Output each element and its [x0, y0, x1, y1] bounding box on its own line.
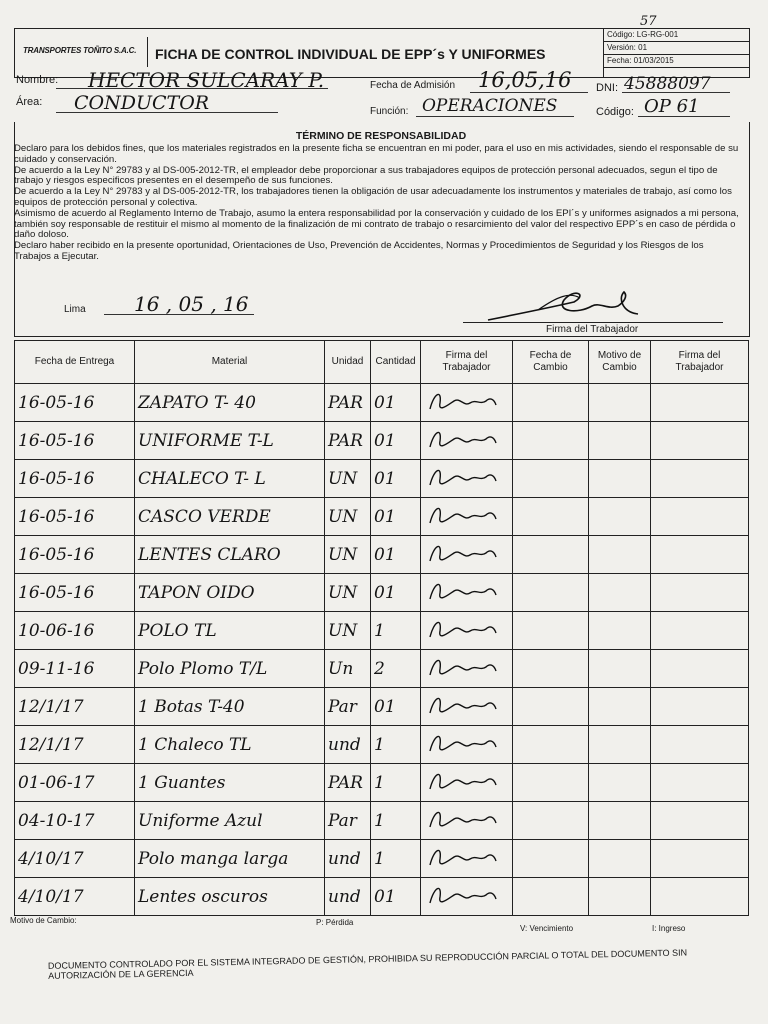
cell-fecha-cambio	[513, 650, 589, 688]
table-row	[15, 612, 749, 650]
dni-value: 45888097	[624, 74, 711, 94]
cell-motivo-cambio	[589, 764, 651, 802]
footer-disclaimer: DOCUMENTO CONTROLADO POR EL SISTEMA INTEGRADO DE GESTIÓN, PROHIBIDA SU REPRODUCCIÓN PARCIAL O TOTAL DEL DOCUMENTO SIN AUTORIZACIÓN DE LA GERENCIA	[47, 947, 688, 981]
row-signature-mark	[424, 613, 504, 643]
cell-material: POLO TL	[135, 612, 325, 650]
form-sheet	[8, 14, 744, 1014]
cell-unidad: Un	[325, 650, 371, 688]
cell-firma	[421, 878, 513, 916]
cell-fecha-cambio	[513, 498, 589, 536]
cell-material: 1 Guantes	[135, 764, 325, 802]
table-row	[15, 878, 749, 916]
paragraph-1: Declaro para los debidos fines, que los materiales registrados en la presente ficha se encuentran en mi poder, para el uso en mis actividades, siendo el responsable de su cuidado y conservación.	[14, 143, 739, 165]
cell-material: CHALECO T- L	[135, 460, 325, 498]
cell-fecha-cambio	[513, 878, 589, 916]
cell-firma-2	[651, 422, 749, 460]
cell-firma	[421, 650, 513, 688]
page-number: 57	[640, 14, 657, 29]
cell-motivo-cambio	[589, 650, 651, 688]
row-signature-mark	[424, 537, 504, 567]
dni-label: DNI:	[596, 82, 618, 94]
cell-firma	[421, 422, 513, 460]
admision-value: 16,05,16	[478, 68, 572, 92]
cell-motivo-cambio	[589, 878, 651, 916]
col-fecha-cambio: Fecha de Cambio	[513, 341, 589, 384]
cell-cantidad: 01	[371, 460, 421, 498]
cell-fecha-entrega: 4/10/17	[15, 878, 135, 916]
legend-vencimiento: V: Vencimiento	[520, 924, 574, 933]
cell-fecha-entrega: 09-11-16	[15, 650, 135, 688]
col-material: Material	[135, 341, 325, 384]
cell-fecha-entrega: 01-06-17	[15, 764, 135, 802]
cell-cantidad: 1	[371, 840, 421, 878]
funcion-label: Función:	[370, 106, 409, 117]
cell-firma	[421, 536, 513, 574]
cell-firma	[421, 840, 513, 878]
cell-firma	[421, 726, 513, 764]
cell-motivo-cambio	[589, 574, 651, 612]
cell-unidad: Par	[325, 688, 371, 726]
epp-delivery-table	[14, 340, 749, 916]
admision-line	[470, 92, 588, 93]
table-header-row	[15, 341, 749, 384]
row-signature-mark	[424, 385, 504, 415]
table-row	[15, 764, 749, 802]
cell-unidad: und	[325, 726, 371, 764]
cell-firma-2	[651, 612, 749, 650]
cell-fecha-entrega: 4/10/17	[15, 840, 135, 878]
row-signature-mark	[424, 499, 504, 529]
cell-firma	[421, 574, 513, 612]
cell-fecha-cambio	[513, 688, 589, 726]
cell-firma	[421, 688, 513, 726]
cell-fecha-cambio	[513, 422, 589, 460]
responsabilidad-title: TÉRMINO DE RESPONSABILIDAD	[295, 130, 467, 142]
cell-unidad: und	[325, 840, 371, 878]
cell-fecha-entrega: 16-05-16	[15, 536, 135, 574]
legend-ingreso: I: Ingreso	[652, 924, 686, 933]
cell-fecha-cambio	[513, 574, 589, 612]
nombre-label: Nombre:	[16, 74, 59, 86]
cell-cantidad: 01	[371, 574, 421, 612]
cell-cantidad: 01	[371, 422, 421, 460]
cell-fecha-entrega: 12/1/17	[15, 726, 135, 764]
cell-fecha-cambio	[513, 612, 589, 650]
cell-fecha-entrega: 10-06-16	[15, 612, 135, 650]
cell-firma	[421, 384, 513, 422]
cell-firma	[421, 460, 513, 498]
cell-fecha-cambio	[513, 384, 589, 422]
cell-firma-2	[651, 802, 749, 840]
cell-unidad: UN	[325, 536, 371, 574]
cell-fecha-entrega: 12/1/17	[15, 688, 135, 726]
row-signature-mark	[424, 879, 504, 909]
table-row	[15, 384, 749, 422]
cell-firma-2	[651, 764, 749, 802]
cell-cantidad: 1	[371, 764, 421, 802]
codigo-label: Código:	[596, 106, 634, 118]
row-signature-mark	[424, 689, 504, 719]
cell-unidad: UN	[325, 574, 371, 612]
motivo-cambio-label: Motivo de Cambio:	[10, 916, 77, 925]
lima-date: 16 , 05 , 16	[134, 292, 249, 316]
funcion-line	[416, 116, 574, 117]
col-firma-trabajador: Firma del Trabajador	[421, 341, 513, 384]
col-unidad: Unidad	[325, 341, 371, 384]
cell-firma	[421, 764, 513, 802]
row-signature-mark	[424, 727, 504, 757]
cell-cantidad: 1	[371, 726, 421, 764]
cell-motivo-cambio	[589, 612, 651, 650]
cell-motivo-cambio	[589, 726, 651, 764]
signature-line	[463, 322, 723, 323]
cell-cantidad: 1	[371, 612, 421, 650]
paragraph-4: Asimismo de acuerdo al Reglamento Interno de Trabajo, asumo la entera responsabilidad por la conservación y cuidado de los EPI´s y uniformes asignados a mi persona, también soy responsable de restituir el mismo al momento de la finalización de mi contrato de trabajo o resarcimiento del valor del respectivo EPP´s en caso de pérdida o daño doloso.	[14, 207, 739, 241]
cell-motivo-cambio	[589, 460, 651, 498]
funcion-value: OPERACIONES	[422, 96, 558, 116]
cell-firma-2	[651, 726, 749, 764]
paragraph-3: De acuerdo a la Ley N° 29783 y al DS-005-2012-TR, los trabajadores tienen la obligación de usar adecuadamente los instrumentos y materiales de trabajo, así como los equipos de protección personal y colectiva.	[14, 186, 732, 208]
admision-label: Fecha de Admisión	[370, 80, 456, 91]
cell-firma-2	[651, 840, 749, 878]
cell-fecha-cambio	[513, 726, 589, 764]
cell-fecha-entrega: 16-05-16	[15, 498, 135, 536]
cell-fecha-entrega: 16-05-16	[15, 574, 135, 612]
row-signature-mark	[424, 803, 504, 833]
paragraph-2: De acuerdo a la Ley N° 29783 y al DS-005-2012-TR, el empleador debe proporcionar a sus trabajadores equipos de protección personal adecuados, segun el tipo de trabajo y riesgos especificos presentes en el desempeño de sus funciones.	[14, 164, 718, 187]
cell-material: Polo manga larga	[135, 840, 325, 878]
legend-perdida: P: Pérdida	[316, 918, 354, 927]
cell-fecha-entrega: 16-05-16	[15, 384, 135, 422]
col-motivo-cambio: Motivo de Cambio	[589, 341, 651, 384]
cell-material: Polo Plomo T/L	[135, 650, 325, 688]
row-signature-mark	[424, 575, 504, 605]
cell-fecha-entrega: 16-05-16	[15, 422, 135, 460]
cell-fecha-cambio	[513, 764, 589, 802]
cell-fecha-cambio	[513, 802, 589, 840]
cell-material: UNIFORME T-L	[135, 422, 325, 460]
cell-fecha-cambio	[513, 840, 589, 878]
table-row	[15, 726, 749, 764]
paragraph-5: Declaro haber recibido en la presente oportunidad, Orientaciones de Uso, Prevención de Accidentes, Normas y Procedimientos de Seguridad y los Riesgos de los Trabajos a Ejecutar.	[14, 240, 704, 262]
cell-cantidad: 01	[371, 498, 421, 536]
lima-label: Lima	[64, 304, 86, 315]
cell-cantidad: 01	[371, 878, 421, 916]
meta-version: Versión: 01	[604, 42, 750, 55]
cell-motivo-cambio	[589, 422, 651, 460]
cell-unidad: PAR	[325, 384, 371, 422]
cell-cantidad: 01	[371, 384, 421, 422]
area-label: Área:	[16, 96, 43, 108]
table-row	[15, 802, 749, 840]
nombre-value: HECTOR SULCARAY P.	[88, 68, 325, 92]
row-signature-mark	[424, 651, 504, 681]
cell-cantidad: 01	[371, 536, 421, 574]
cell-unidad: PAR	[325, 422, 371, 460]
meta-fecha: Fecha: 01/03/2015	[604, 55, 750, 68]
document-meta	[603, 29, 750, 77]
table-row	[15, 422, 749, 460]
cell-material: LENTES CLARO	[135, 536, 325, 574]
table-row	[15, 536, 749, 574]
cell-firma-2	[651, 460, 749, 498]
cell-cantidad: 2	[371, 650, 421, 688]
table-row	[15, 650, 749, 688]
cell-motivo-cambio	[589, 536, 651, 574]
cell-unidad: UN	[325, 498, 371, 536]
cell-motivo-cambio	[589, 498, 651, 536]
responsabilidad-text	[14, 144, 740, 263]
cell-material: CASCO VERDE	[135, 498, 325, 536]
cell-firma	[421, 612, 513, 650]
cell-material: Uniforme Azul	[135, 802, 325, 840]
cell-unidad: Par	[325, 802, 371, 840]
table-row	[15, 574, 749, 612]
cell-cantidad: 1	[371, 802, 421, 840]
meta-codigo: Código: LG-RG-001	[604, 29, 750, 42]
cell-material: Lentes oscuros	[135, 878, 325, 916]
cell-material: TAPON OIDO	[135, 574, 325, 612]
cell-material: 1 Botas T-40	[135, 688, 325, 726]
cell-fecha-entrega: 04-10-17	[15, 802, 135, 840]
cell-firma-2	[651, 688, 749, 726]
col-firma-trabajador-2: Firma del Trabajador	[651, 341, 749, 384]
cell-firma-2	[651, 498, 749, 536]
row-signature-mark	[424, 461, 504, 491]
cell-firma	[421, 802, 513, 840]
cell-firma-2	[651, 878, 749, 916]
cell-motivo-cambio	[589, 384, 651, 422]
cell-material: 1 Chaleco TL	[135, 726, 325, 764]
cell-unidad: PAR	[325, 764, 371, 802]
cell-unidad: UN	[325, 460, 371, 498]
cell-firma-2	[651, 384, 749, 422]
cell-fecha-entrega: 16-05-16	[15, 460, 135, 498]
firma-trabajador-label: Firma del Trabajador	[546, 324, 639, 335]
row-signature-mark	[424, 423, 504, 453]
cell-firma	[421, 498, 513, 536]
col-fecha-entrega: Fecha de Entrega	[15, 341, 135, 384]
table-row	[15, 840, 749, 878]
cell-unidad: UN	[325, 612, 371, 650]
cell-motivo-cambio	[589, 688, 651, 726]
table-row	[15, 498, 749, 536]
form-title: FICHA DE CONTROL INDIVIDUAL DE EPP´s Y UNIFORMES	[155, 46, 546, 62]
table-row	[15, 460, 749, 498]
area-value: CONDUCTOR	[74, 92, 210, 114]
cell-firma-2	[651, 650, 749, 688]
codigo-value: OP 61	[644, 96, 700, 117]
table-row	[15, 688, 749, 726]
cell-material: ZAPATO T- 40	[135, 384, 325, 422]
col-cantidad: Cantidad	[371, 341, 421, 384]
cell-fecha-cambio	[513, 460, 589, 498]
company-logo: TRANSPORTES TOÑITO S.A.C.	[19, 37, 148, 67]
cell-firma-2	[651, 574, 749, 612]
cell-firma-2	[651, 536, 749, 574]
cell-unidad: und	[325, 878, 371, 916]
row-signature-mark	[424, 765, 504, 795]
row-signature-mark	[424, 841, 504, 871]
cell-fecha-cambio	[513, 536, 589, 574]
cell-motivo-cambio	[589, 802, 651, 840]
cell-motivo-cambio	[589, 840, 651, 878]
cell-cantidad: 01	[371, 688, 421, 726]
